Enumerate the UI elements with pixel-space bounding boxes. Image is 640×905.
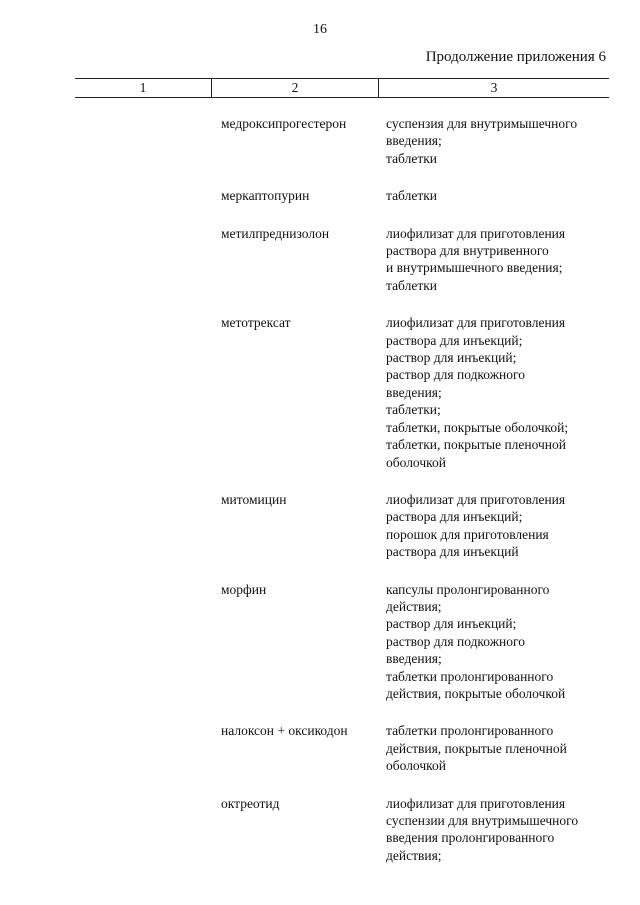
table-row [0,314,640,471]
dosage-form-line: раствор для инъекций; [386,616,517,632]
dosage-form-line: лиофилизат для приготовления [386,315,566,331]
drug-name: октреотид [221,795,280,811]
drug-name: метотрексат [221,315,291,331]
table-row [0,581,640,703]
dosage-form-line: раствор для инъекций; [386,350,517,366]
dosage-form-line: раствор для подкожного [386,633,525,649]
dosage-form-line: таблетки, покрытые пленочной [386,437,567,453]
drug-forms [386,225,626,295]
drug-name: митомицин [221,491,287,507]
dosage-form-line: и внутримышечного введения; [386,260,563,276]
drug-name: метилпреднизолон [221,225,330,241]
dosage-form-line: раствора для инъекций; [386,332,523,348]
dosage-form-line: таблетки пролонгированного [386,723,554,739]
dosage-form-line: таблетки [386,277,438,293]
table-row [0,187,640,204]
dosage-form-line: действия; [386,847,442,863]
dosage-form-line: таблетки; [386,402,441,418]
dosage-form-line: суспензия для внутримышечного [386,116,578,131]
header-col-2: 2 [212,79,379,97]
dosage-form-line: раствора для внутривенного [386,243,549,259]
drug-name: налоксон + оксикодон [221,723,348,739]
continuation-title: Продолжение приложения 6 [425,49,606,65]
drug-list [0,115,640,884]
dosage-form-line: таблетки пролонгированного [386,668,554,684]
dosage-form-line: лиофилизат для приготовления [386,225,566,241]
dosage-form-line: введения пролонгированного [386,830,555,846]
dosage-form-line: действия, покрытые оболочкой [386,685,566,701]
header-col-1: 1 [75,79,212,97]
dosage-form-line: действия, покрытые пленочной [386,740,567,756]
table-row [0,491,640,561]
dosage-form-line: раствора для инъекций; [386,509,523,525]
table-row [0,795,640,865]
drug-name: морфин [221,581,267,597]
dosage-form-line: лиофилизат для приготовления [386,491,566,507]
drug-forms [386,187,626,204]
dosage-form-line: введения; [386,384,442,400]
dosage-form-line: действия; [386,598,442,614]
table-header [75,78,609,98]
page-number: 16 [313,22,327,37]
drug-forms [386,581,626,703]
drug-forms [386,795,626,865]
dosage-form-line: таблетки, покрытые оболочкой; [386,419,569,435]
table-row [0,722,640,774]
dosage-form-line: лиофилизат для приготовления [386,795,566,811]
dosage-form-line: оболочкой [386,454,446,470]
dosage-form-line: таблетки [386,188,438,204]
dosage-form-line: введения; [386,651,442,667]
dosage-form-line: порошок для приготовления [386,526,549,542]
dosage-form-line: суспензии для внутримышечного [386,813,579,828]
drug-forms [386,722,626,774]
header-col-3: 3 [490,80,498,95]
drug-forms [386,314,626,471]
dosage-form-line: таблетки [386,150,438,166]
dosage-form-line: раствора для инъекций [386,544,519,560]
table-row [0,225,640,295]
drug-name: медроксипрогестерон [221,116,347,131]
dosage-form-line: капсулы пролонгированного [386,581,550,597]
dosage-form-line: оболочкой [386,758,446,774]
table-row [0,115,640,167]
drug-forms [386,115,626,167]
drug-forms [386,491,626,561]
dosage-form-line: раствор для подкожного [386,367,525,383]
drug-name: меркаптопурин [221,188,310,204]
dosage-form-line: введения; [386,133,442,149]
